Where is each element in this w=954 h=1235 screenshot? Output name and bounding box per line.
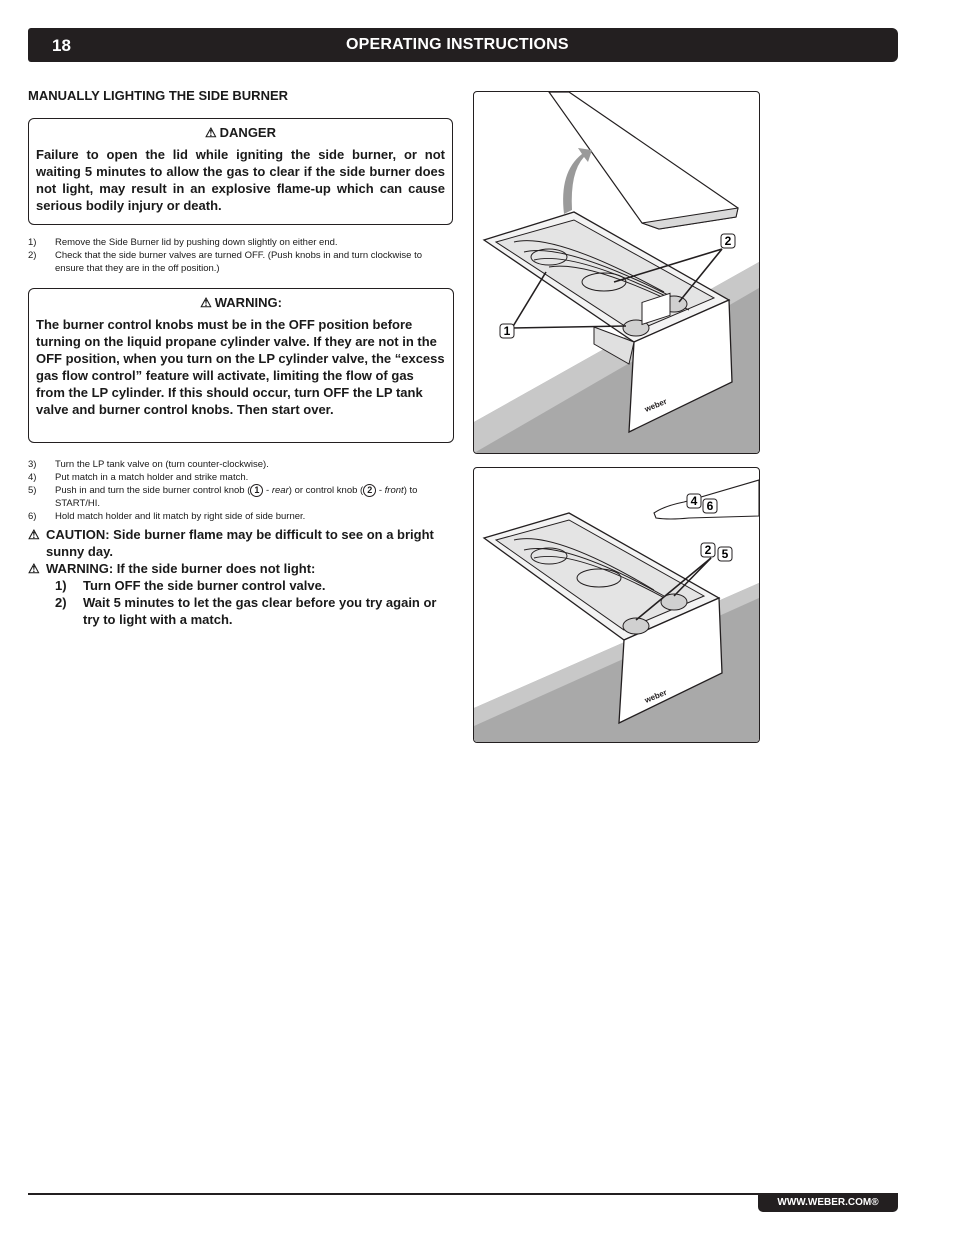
brand-logo: weber [643, 687, 669, 705]
danger-box [28, 118, 453, 225]
list-item [28, 249, 438, 275]
step-number: 6) [28, 511, 37, 522]
brand-logo: weber [643, 396, 669, 414]
list-item: 2) Wait 5 minutes to let the gas clear before you try again or try to light with a match. [55, 595, 437, 627]
danger-title-text: DANGER [219, 125, 276, 140]
figure-remove-lid [473, 91, 760, 454]
warning-triangle-icon: ⚠ [200, 295, 212, 310]
step-text: Remove the Side Burner lid by pushing down slightly on either end. [55, 237, 338, 248]
warning-box [28, 288, 454, 443]
steps-list-a [28, 236, 438, 275]
step-text: Check that the side burner valves are turned OFF. (Push knobs in and turn clockwise to ensure that they are in the off position.) [55, 250, 422, 274]
callout-5: 5 [721, 547, 729, 561]
warning-note-text: WARNING: If the side burner does not light: [46, 561, 316, 576]
footer-url: WWW.WEBER.COM® [758, 1194, 898, 1212]
warning-text: The burner control knobs must be in the OFF position before turning on the liquid propane cylinder valve. If they are not in the OFF position, when you turn on the LP cylinder valve, the “excess gas flow control” feature will activate, limiting the flow of gas from the LP cylinder. If this should occur, turn OFF the LP tank valve and burner control knobs. Then start over. [36, 317, 445, 417]
step-text: Hold match holder and lit match by right side of side burner. [55, 511, 306, 522]
warning-title-text: WARNING: [214, 295, 282, 310]
callout-1: 1 [503, 324, 511, 338]
step-text: Turn the LP tank valve on (turn counter-clockwise). [55, 459, 269, 470]
page-title: OPERATING INSTRUCTIONS [346, 36, 569, 53]
warning-note [28, 560, 453, 577]
callout-2: 2 [724, 234, 732, 248]
callout-4: 4 [690, 494, 698, 508]
warning-triangle-icon: ⚠ [28, 561, 40, 576]
list-item [28, 458, 438, 471]
list-item: 1) Turn OFF the side burner control valve. [55, 578, 326, 593]
side-burner-lighting-illustration [474, 468, 759, 742]
list-item [28, 510, 438, 523]
page-header [28, 28, 898, 62]
step-text: Push in and turn the side burner control knob ( 1 - rear) or control knob ( 2 - front) to START/HI. [55, 485, 418, 509]
callout-1-icon: 1 [250, 484, 263, 497]
list-item [28, 471, 438, 484]
caution-text: CAUTION: Side burner flame may be difficult to see on a bright sunny day. [46, 527, 434, 559]
step-number: 2) [28, 250, 37, 261]
callout-6: 6 [706, 499, 714, 513]
list-item [28, 484, 438, 510]
danger-title [29, 125, 452, 141]
caution-note [28, 526, 453, 560]
step-number: 3) [28, 459, 37, 470]
notes [28, 526, 453, 628]
list-item [28, 236, 438, 249]
step-number: 4) [28, 472, 37, 483]
side-burner-illustration [474, 92, 759, 453]
warning-triangle-icon: ⚠ [205, 125, 217, 140]
section-heading: MANUALLY LIGHTING THE SIDE BURNER [28, 88, 289, 103]
step-number: 5) [28, 485, 37, 496]
figure-light-burner [473, 467, 760, 743]
step-number: 1) [28, 237, 37, 248]
warning-triangle-icon: ⚠ [28, 527, 40, 542]
steps-list-b [28, 458, 438, 523]
warning-title [29, 295, 453, 311]
callout-2-icon: 2 [363, 484, 376, 497]
step-text: Put match in a match holder and strike match. [55, 472, 249, 483]
danger-text: Failure to open the lid while igniting the side burner, or not waiting 5 minutes to allow the gas to clear if the side burner does not light, may result in an explosive flame-up which can cause serious bodily injury or death. [36, 147, 445, 213]
callout-2: 2 [704, 543, 712, 557]
page-number: 18 [52, 36, 71, 55]
